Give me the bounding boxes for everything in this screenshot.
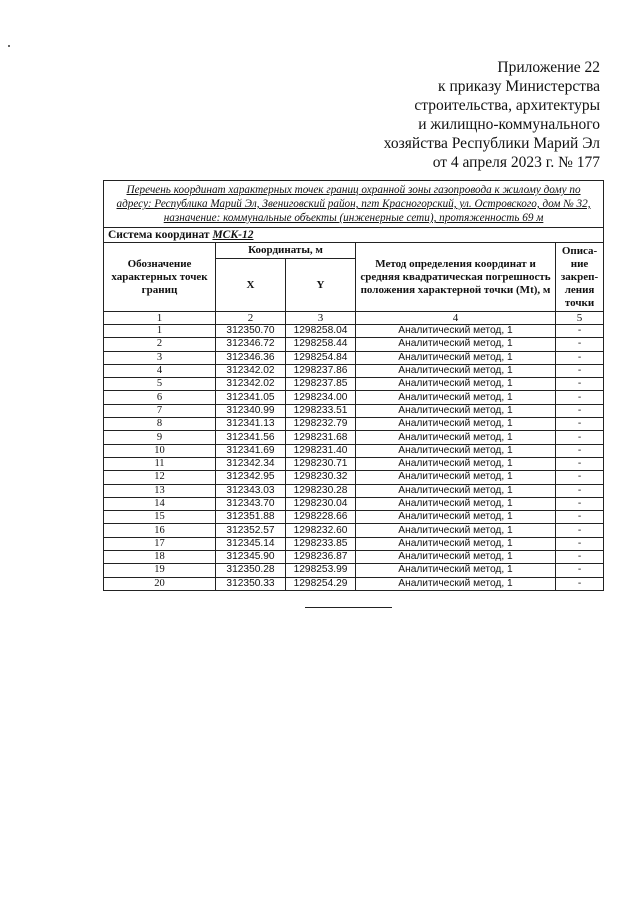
y-cell: 1298237.85 bbox=[286, 378, 356, 391]
point-cell: 15 bbox=[104, 511, 216, 524]
desc-cell: - bbox=[556, 524, 604, 537]
x-cell: 312350.70 bbox=[216, 325, 286, 338]
x-cell: 312350.33 bbox=[216, 577, 286, 590]
method-cell: Аналитический метод, 1 bbox=[356, 497, 556, 510]
y-cell: 1298230.28 bbox=[286, 484, 356, 497]
point-cell: 11 bbox=[104, 457, 216, 470]
y-cell: 1298232.60 bbox=[286, 524, 356, 537]
header-line-5: хозяйства Республики Марий Эл bbox=[383, 135, 600, 152]
y-cell: 1298233.85 bbox=[286, 537, 356, 550]
point-cell: 8 bbox=[104, 418, 216, 431]
point-cell: 18 bbox=[104, 551, 216, 564]
y-cell: 1298253.99 bbox=[286, 564, 356, 577]
coordinate-system-value: МСК-12 bbox=[212, 229, 254, 241]
col-header-coords: Координаты, м bbox=[216, 243, 356, 259]
method-cell: Аналитический метод, 1 bbox=[356, 511, 556, 524]
table-row bbox=[104, 404, 604, 417]
method-cell: Аналитический метод, 1 bbox=[356, 378, 556, 391]
closing-rule bbox=[305, 607, 392, 608]
y-cell: 1298254.84 bbox=[286, 351, 356, 364]
x-cell: 312343.03 bbox=[216, 484, 286, 497]
table-row bbox=[104, 444, 604, 457]
point-cell: 6 bbox=[104, 391, 216, 404]
desc-cell: - bbox=[556, 551, 604, 564]
coordinates-table bbox=[103, 180, 604, 591]
scan-speck bbox=[8, 45, 10, 47]
y-cell: 1298231.68 bbox=[286, 431, 356, 444]
y-cell: 1298258.44 bbox=[286, 338, 356, 351]
desc-cell: - bbox=[556, 511, 604, 524]
point-cell: 4 bbox=[104, 364, 216, 377]
x-cell: 312340.99 bbox=[216, 404, 286, 417]
table-row bbox=[104, 484, 604, 497]
header-line-3: строительства, архитектуры bbox=[414, 97, 600, 114]
table-row bbox=[104, 457, 604, 470]
point-cell: 17 bbox=[104, 537, 216, 550]
x-cell: 312341.13 bbox=[216, 418, 286, 431]
method-cell: Аналитический метод, 1 bbox=[356, 444, 556, 457]
desc-cell: - bbox=[556, 404, 604, 417]
col-header-points: Обозначение характерных точек границ bbox=[104, 243, 216, 312]
table-row bbox=[104, 325, 604, 338]
x-cell: 312350.28 bbox=[216, 564, 286, 577]
header-line-4: и жилищно-коммунального bbox=[418, 116, 600, 133]
col-header-x: X bbox=[216, 259, 286, 312]
column-number: 2 bbox=[216, 312, 286, 325]
x-cell: 312342.95 bbox=[216, 471, 286, 484]
table-row bbox=[104, 577, 604, 590]
desc-cell: - bbox=[556, 484, 604, 497]
y-cell: 1298234.00 bbox=[286, 391, 356, 404]
method-cell: Аналитический метод, 1 bbox=[356, 431, 556, 444]
desc-cell: - bbox=[556, 378, 604, 391]
desc-cell: - bbox=[556, 391, 604, 404]
y-cell: 1298236.87 bbox=[286, 551, 356, 564]
appendix-header bbox=[330, 58, 600, 172]
x-cell: 312346.72 bbox=[216, 338, 286, 351]
table-row bbox=[104, 471, 604, 484]
y-cell: 1298230.32 bbox=[286, 471, 356, 484]
x-cell: 312341.05 bbox=[216, 391, 286, 404]
coordinate-system-row bbox=[104, 228, 604, 243]
point-cell: 1 bbox=[104, 325, 216, 338]
point-cell: 12 bbox=[104, 471, 216, 484]
table-row bbox=[104, 364, 604, 377]
method-cell: Аналитический метод, 1 bbox=[356, 537, 556, 550]
x-cell: 312342.02 bbox=[216, 364, 286, 377]
point-cell: 2 bbox=[104, 338, 216, 351]
method-cell: Аналитический метод, 1 bbox=[356, 564, 556, 577]
desc-cell: - bbox=[556, 564, 604, 577]
desc-cell: - bbox=[556, 431, 604, 444]
method-cell: Аналитический метод, 1 bbox=[356, 551, 556, 564]
method-cell: Аналитический метод, 1 bbox=[356, 325, 556, 338]
point-cell: 3 bbox=[104, 351, 216, 364]
y-cell: 1298233.51 bbox=[286, 404, 356, 417]
x-cell: 312352.57 bbox=[216, 524, 286, 537]
column-number: 3 bbox=[286, 312, 356, 325]
method-cell: Аналитический метод, 1 bbox=[356, 418, 556, 431]
method-cell: Аналитический метод, 1 bbox=[356, 391, 556, 404]
y-cell: 1298258.04 bbox=[286, 325, 356, 338]
col-header-desc: Описа-ние закреп-ления точки bbox=[556, 243, 604, 312]
y-cell: 1298228.66 bbox=[286, 511, 356, 524]
column-number: 4 bbox=[356, 312, 556, 325]
method-cell: Аналитический метод, 1 bbox=[356, 577, 556, 590]
desc-cell: - bbox=[556, 577, 604, 590]
col-header-method: Метод определения координат и средняя квадратическая погрешность положения характерной точки (Mt), м bbox=[356, 243, 556, 312]
column-number-row bbox=[104, 312, 604, 325]
method-cell: Аналитический метод, 1 bbox=[356, 364, 556, 377]
table-title: Перечень координат характерных точек границ охранной зоны газопровода к жилому дому по адресу: Республика Марий Эл, Звениговский район, пгт Красногорский, ул. Островского, дом № 32, назначение: коммунальные объекты (инженерные сети), протяженность 69 м bbox=[104, 181, 604, 228]
desc-cell: - bbox=[556, 338, 604, 351]
method-cell: Аналитический метод, 1 bbox=[356, 457, 556, 470]
x-cell: 312345.90 bbox=[216, 551, 286, 564]
x-cell: 312343.70 bbox=[216, 497, 286, 510]
method-cell: Аналитический метод, 1 bbox=[356, 351, 556, 364]
method-cell: Аналитический метод, 1 bbox=[356, 524, 556, 537]
method-cell: Аналитический метод, 1 bbox=[356, 471, 556, 484]
desc-cell: - bbox=[556, 325, 604, 338]
col-header-y: Y bbox=[286, 259, 356, 312]
table-row bbox=[104, 564, 604, 577]
column-number: 1 bbox=[104, 312, 216, 325]
desc-cell: - bbox=[556, 364, 604, 377]
header-line-1: Приложение 22 bbox=[497, 59, 600, 76]
method-cell: Аналитический метод, 1 bbox=[356, 404, 556, 417]
table-row bbox=[104, 551, 604, 564]
point-cell: 5 bbox=[104, 378, 216, 391]
point-cell: 20 bbox=[104, 577, 216, 590]
table-row bbox=[104, 524, 604, 537]
table-row bbox=[104, 351, 604, 364]
desc-cell: - bbox=[556, 351, 604, 364]
header-line-6: от 4 апреля 2023 г. № 177 bbox=[432, 154, 600, 171]
desc-cell: - bbox=[556, 471, 604, 484]
table-row bbox=[104, 497, 604, 510]
table-row bbox=[104, 431, 604, 444]
x-cell: 312345.14 bbox=[216, 537, 286, 550]
x-cell: 312342.34 bbox=[216, 457, 286, 470]
y-cell: 1298230.04 bbox=[286, 497, 356, 510]
y-cell: 1298254.29 bbox=[286, 577, 356, 590]
point-cell: 7 bbox=[104, 404, 216, 417]
table-row bbox=[104, 511, 604, 524]
header-line-2: к приказу Министерства bbox=[438, 78, 600, 95]
desc-cell: - bbox=[556, 497, 604, 510]
point-cell: 9 bbox=[104, 431, 216, 444]
coordinate-system-label: Система координат bbox=[108, 229, 210, 241]
point-cell: 14 bbox=[104, 497, 216, 510]
table-row bbox=[104, 338, 604, 351]
desc-cell: - bbox=[556, 457, 604, 470]
y-cell: 1298232.79 bbox=[286, 418, 356, 431]
point-cell: 19 bbox=[104, 564, 216, 577]
table-row bbox=[104, 391, 604, 404]
x-cell: 312342.02 bbox=[216, 378, 286, 391]
x-cell: 312351.88 bbox=[216, 511, 286, 524]
table-row bbox=[104, 537, 604, 550]
method-cell: Аналитический метод, 1 bbox=[356, 484, 556, 497]
y-cell: 1298231.40 bbox=[286, 444, 356, 457]
desc-cell: - bbox=[556, 418, 604, 431]
method-cell: Аналитический метод, 1 bbox=[356, 338, 556, 351]
x-cell: 312346.36 bbox=[216, 351, 286, 364]
desc-cell: - bbox=[556, 444, 604, 457]
desc-cell: - bbox=[556, 537, 604, 550]
column-number: 5 bbox=[556, 312, 604, 325]
point-cell: 13 bbox=[104, 484, 216, 497]
point-cell: 16 bbox=[104, 524, 216, 537]
table-row bbox=[104, 418, 604, 431]
point-cell: 10 bbox=[104, 444, 216, 457]
y-cell: 1298237.86 bbox=[286, 364, 356, 377]
x-cell: 312341.69 bbox=[216, 444, 286, 457]
y-cell: 1298230.71 bbox=[286, 457, 356, 470]
table-row bbox=[104, 378, 604, 391]
x-cell: 312341.56 bbox=[216, 431, 286, 444]
